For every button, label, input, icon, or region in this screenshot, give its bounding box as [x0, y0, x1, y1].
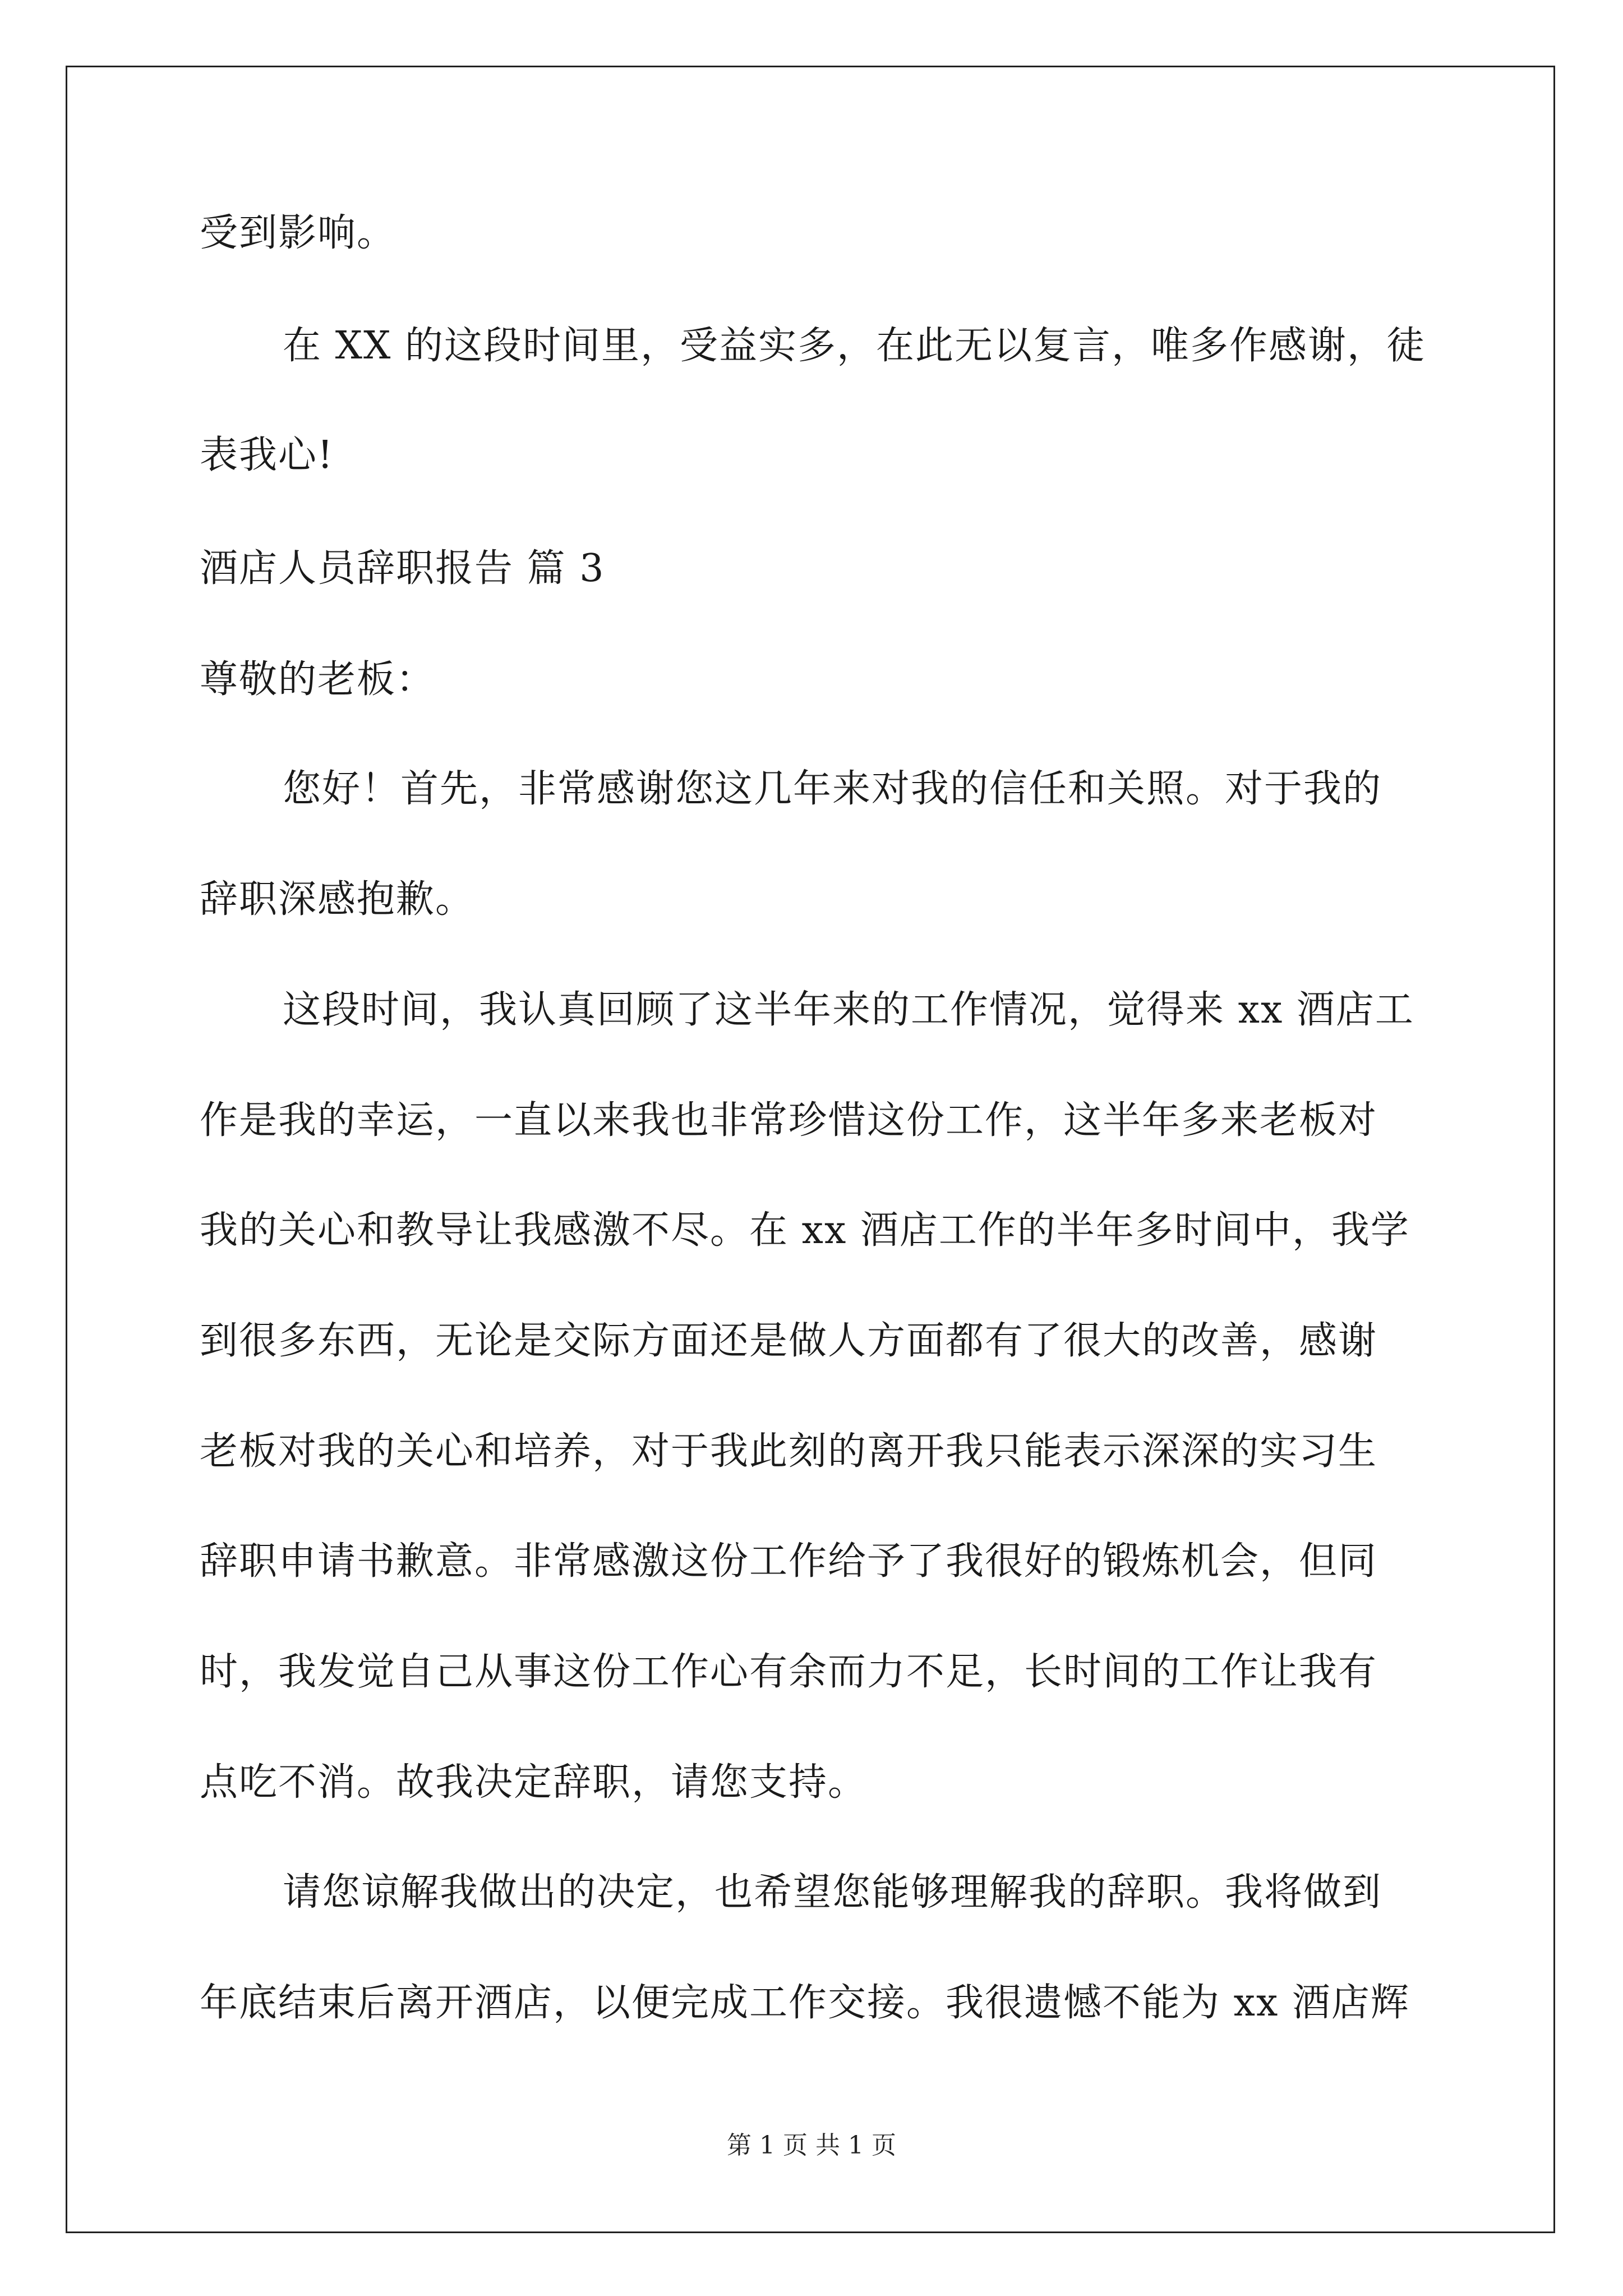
text-line: 受到影响。: [200, 211, 396, 255]
text-line: 您好！首先，非常感谢您这几年来对我的信任和关照。对于我的: [283, 767, 1382, 811]
text-line: 老板对我的关心和培养，对于我此刻的离开我只能表示深深的实习生: [200, 1429, 1378, 1474]
text-line: 到很多东西，无论是交际方面还是做人方面都有了很大的改善，感谢: [200, 1319, 1378, 1363]
text-line: 年底结束后离开酒店，以便完成工作交接。我很遗憾不能为 xx 酒店辉: [200, 1981, 1410, 2025]
section-heading: 酒店人员辞职报告 篇 3: [200, 546, 605, 591]
text-line: 作是我的幸运，一直以来我也非常珍惜这份工作，这半年多来老板对: [200, 1098, 1378, 1143]
text-line: 辞职深感抱歉。: [200, 877, 475, 922]
text-line: 这段时间，我认真回顾了这半年来的工作情况，觉得来 xx 酒店工: [283, 988, 1414, 1032]
page-footer: 第 1 页 共 1 页: [727, 2131, 896, 2160]
text-line: 时，我发觉自己从事这份工作心有余而力不足，长时间的工作让我有: [200, 1650, 1378, 1694]
text-line: 在 XX 的这段时间里，受益实多，在此无以复言，唯多作感谢，徒: [283, 324, 1426, 368]
text-line: 点吃不消。故我决定辞职，请您支持。: [200, 1760, 868, 1805]
salutation: 尊敬的老板：: [200, 657, 436, 702]
text-line: 表我心!: [200, 433, 334, 477]
text-line: 请您谅解我做出的决定，也希望您能够理解我的辞职。我将做到: [283, 1870, 1382, 1915]
text-line: 我的关心和教导让我感激不尽。在 xx 酒店工作的半年多时间中，我学: [200, 1208, 1410, 1253]
text-line: 辞职申请书歉意。非常感激这份工作给予了我很好的锻炼机会，但同: [200, 1539, 1378, 1584]
